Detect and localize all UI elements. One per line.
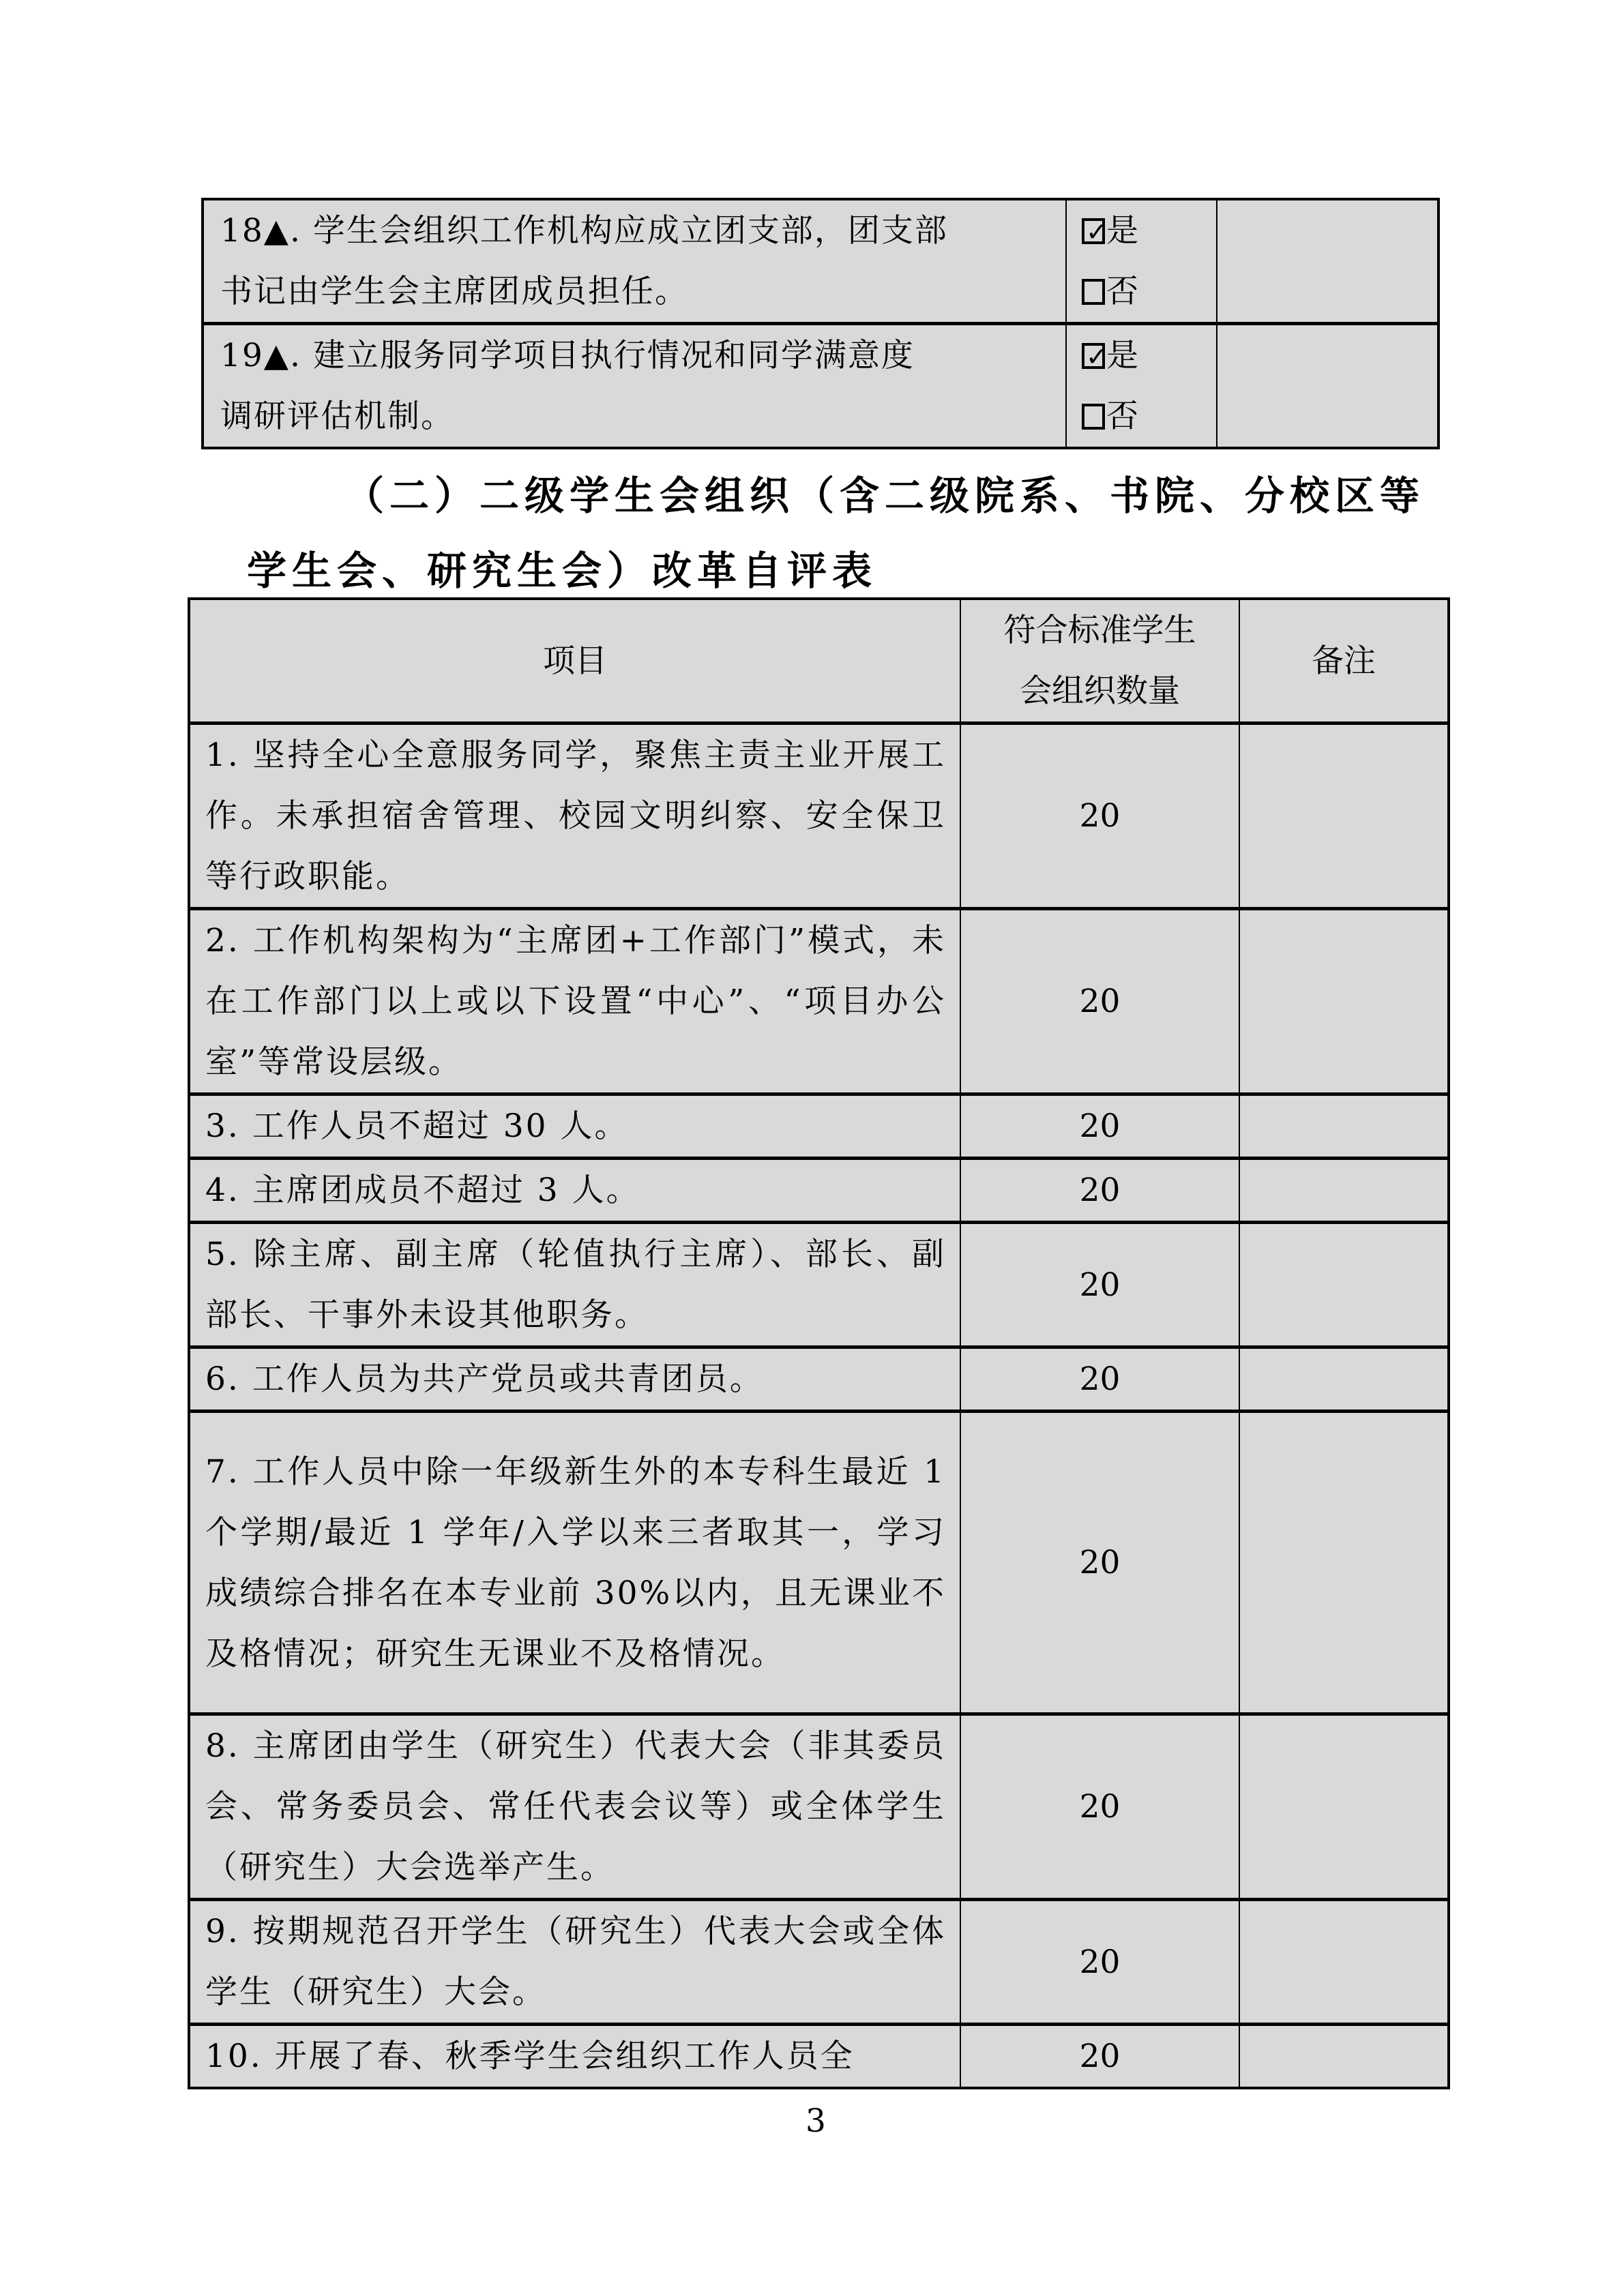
no-label: 否: [1106, 398, 1138, 435]
note-cell: [1239, 1412, 1449, 1714]
item-cell: [203, 324, 1066, 449]
note-cell: [1239, 2025, 1449, 2089]
item-cell: 8. 主席团由学生（研究生）代表大会（非其委员会、常务委员会、常任代表会议等）或全体学生（研究生）大会选举产生。: [189, 1714, 960, 1900]
table-row: [189, 1223, 1449, 1347]
note-cell: [1239, 1714, 1449, 1900]
count-cell: 20: [960, 1159, 1239, 1223]
no-label: 否: [1106, 273, 1138, 310]
header-note: 备注: [1239, 599, 1449, 724]
item-cell: 5. 除主席、副主席（轮值执行主席）、部长、副部长、干事外未设其他职务。: [189, 1223, 960, 1347]
checked-checkbox-icon[interactable]: [1082, 343, 1105, 369]
item-text-line: 18▲. 学生会组织工作机构应成立团支部，团支部: [220, 212, 948, 250]
table-row: [189, 1347, 1449, 1412]
no-option[interactable]: [1082, 261, 1216, 322]
item-cell: 9. 按期规范召开学生（研究生）代表大会或全体学生（研究生）大会。: [189, 1900, 960, 2025]
count-cell: 20: [960, 1223, 1239, 1347]
yes-label: 是: [1106, 337, 1138, 374]
item-text-line: 书记由学生会主席团成员担任。: [220, 273, 688, 310]
item-cell: 1. 坚持全心全意服务同学，聚焦主责主业开展工作。未承担宿舍管理、校园文明纠察、安全保卫等行政职能。: [189, 724, 960, 909]
count-cell: 20: [960, 909, 1239, 1094]
table-row: [189, 1159, 1449, 1223]
note-cell: [1217, 324, 1438, 449]
checked-checkbox-icon[interactable]: [1082, 218, 1105, 244]
note-cell: [1239, 724, 1449, 909]
header-count: [960, 599, 1239, 724]
item-cell: 10. 开展了春、秋季学生会组织工作人员全: [189, 2025, 960, 2089]
table-row: [189, 2025, 1449, 2089]
count-cell: 20: [960, 1347, 1239, 1412]
note-cell: [1239, 1223, 1449, 1347]
yes-label: 是: [1106, 212, 1138, 250]
note-cell: [1239, 1900, 1449, 2025]
header-item: 项目: [189, 599, 960, 724]
item-text-line: 19▲. 建立服务同学项目执行情况和同学满意度: [220, 337, 915, 374]
table-row: [203, 199, 1438, 324]
section-heading-line-2: 学生会、研究生会）改革自评表: [247, 548, 878, 594]
count-cell: 20: [960, 1900, 1239, 2025]
item-cell: [203, 199, 1066, 324]
item-text-line: 调研评估机制。: [220, 398, 454, 435]
count-cell: 20: [960, 2025, 1239, 2089]
table-row: [189, 909, 1449, 1094]
count-cell: 20: [960, 1412, 1239, 1714]
no-option[interactable]: [1082, 386, 1216, 447]
note-cell: [1217, 199, 1438, 324]
yes-no-cell: [1066, 199, 1217, 324]
table-row: [189, 1714, 1449, 1900]
table-row: [189, 1094, 1449, 1159]
section-heading-line-1: （二）二级学生会组织（含二级院系、书院、分校区等: [344, 473, 1426, 519]
yes-option[interactable]: [1082, 200, 1216, 261]
note-cell: [1239, 1094, 1449, 1159]
item-cell: 3. 工作人员不超过 30 人。: [189, 1094, 960, 1159]
item-cell: 7. 工作人员中除一年级新生外的本专科生最近 1 个学期/最近 1 学年/入学以来三者取其一，学习成绩综合排名在本专业前 30%以内，且无课业不及格情况；研究生无课业不及格情况。: [189, 1412, 960, 1714]
note-cell: [1239, 1347, 1449, 1412]
count-cell: 20: [960, 1094, 1239, 1159]
item-cell: 6. 工作人员为共产党员或共青团员。: [189, 1347, 960, 1412]
page-number: 3: [806, 2102, 826, 2140]
table-row: [189, 1900, 1449, 2025]
self-evaluation-table: [188, 597, 1450, 2089]
item-cell: 2. 工作机构架构为“主席团+工作部门”模式，未在工作部门以上或以下设置“中心”、“项目办公室”等常设层级。: [189, 909, 960, 1094]
count-cell: 20: [960, 1714, 1239, 1900]
note-cell: [1239, 1159, 1449, 1223]
yes-no-cell: [1066, 324, 1217, 449]
header-count-line: 会组织数量: [1020, 672, 1180, 710]
header-row: [189, 599, 1449, 724]
count-cell: 20: [960, 724, 1239, 909]
table-row: [189, 724, 1449, 909]
note-cell: [1239, 909, 1449, 1094]
yes-option[interactable]: [1082, 325, 1216, 386]
unchecked-checkbox-icon[interactable]: [1082, 404, 1105, 430]
table-row: [189, 1412, 1449, 1714]
table-row: [203, 324, 1438, 449]
header-count-line: 符合标准学生: [1003, 612, 1196, 649]
requirements-checklist-table: [201, 198, 1440, 449]
item-cell: 4. 主席团成员不超过 3 人。: [189, 1159, 960, 1223]
unchecked-checkbox-icon[interactable]: [1082, 279, 1105, 305]
